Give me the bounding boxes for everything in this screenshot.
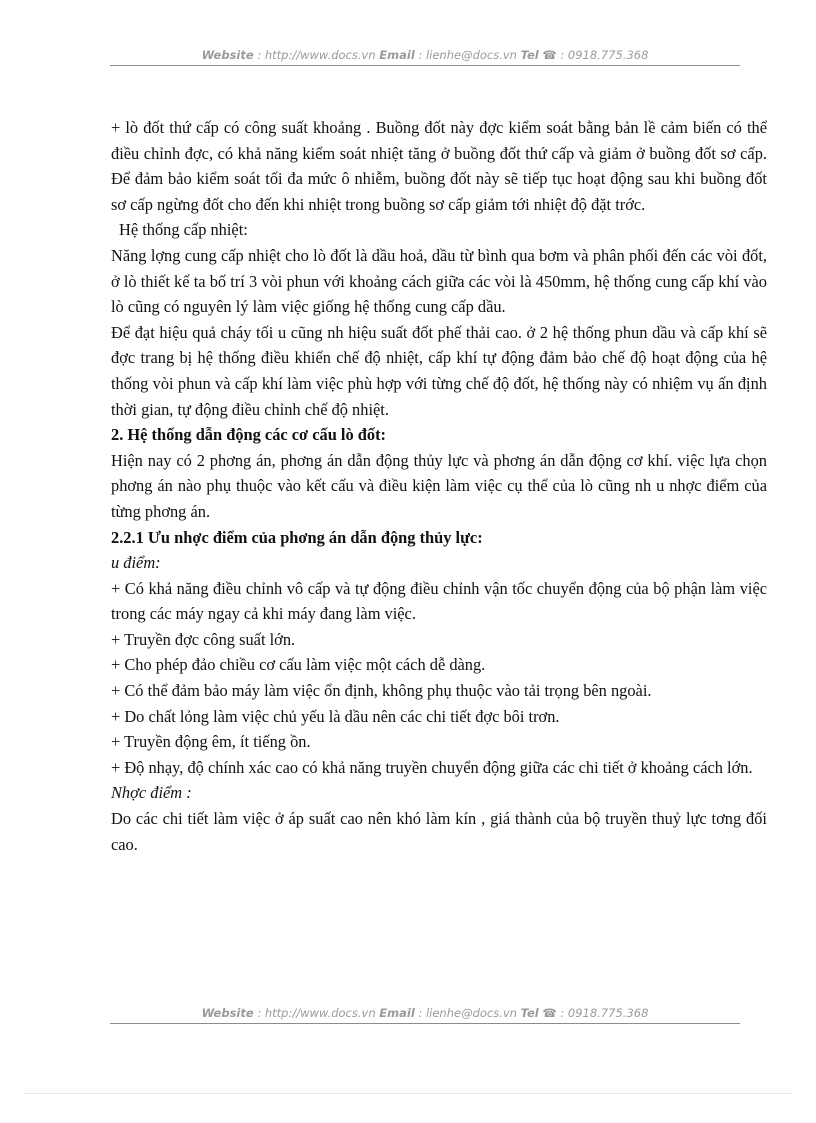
footer-website-label: Website <box>201 1006 254 1020</box>
subheading-advantages: u điểm: <box>111 553 161 573</box>
footer-website-value: : http://www.docs.vn <box>257 1006 376 1020</box>
paragraph-combustion-efficiency: Để đạt hiệu quả cháy tối u cũng nh hiệu suất đốt phế thải cao. ở 2 hệ thống phun dầu và cấp khí sẽ đợc trang bị hệ thống điều khiển chế độ nhiệt, cấp khí tự động đảm bảo chế độ hoạt động của hệ thống vòi phun và cấp khí làm việc phù hợp với từng chế độ đốt, hệ thống này có nhiệm vụ ấn định thời gian, tự động điều chỉnh chế độ nhiệt. <box>111 322 767 419</box>
advantage-item: + Do chất lỏng làm việc chủ yếu là dầu nên các chi tiết đợc bôi trơn. <box>111 706 560 726</box>
footer-tel-label: Tel <box>520 1006 539 1020</box>
section-heading-drive-system: 2. Hệ thống dẫn động các cơ cấu lò đốt: <box>111 425 386 445</box>
paragraph-secondary-chamber: + lò đốt thứ cấp có công suất khoảng . Buồng đốt này đợc kiểm soát bằng bản lề cảm biến có thể điều chỉnh đợc, có khả năng kiểm soát nhiệt tăng ở buồng đốt thứ cấp và giảm ở buồng đốt sơ cấp. Để đảm bảo kiểm soát tối đa mức ô nhiễm, buồng đốt này sẽ tiếp tục hoạt động sau khi buồng đốt sơ cấp ngừng đốt cho đến khi nhiệt trong buồng sơ cấp giảm tới nhiệt độ đặt trớc. <box>111 118 767 214</box>
footer-email-label: Email <box>379 1006 415 1020</box>
advantage-item: + Truyền động êm, ít tiếng ồn. <box>111 732 311 752</box>
document-body <box>111 115 767 857</box>
advantage-item: + Có khả năng điều chỉnh vô cấp và tự động điều chỉnh vận tốc chuyển động của bộ phận làm việc trong các máy ngay cả khi máy đang làm việc. <box>111 578 767 624</box>
paragraph-disadvantage: Do các chi tiết làm việc ở áp suất cao nên khó làm kín , giá thành của bộ truyền thuỷ lực tơng đối cao. <box>111 809 767 854</box>
phone-icon: ☎ <box>542 1006 557 1020</box>
paragraph-drive-options: Hiện nay có 2 phơng án, phơng án dẫn động thủy lực và phơng án dẫn động cơ khí. việc lựa chọn phơng án nào phụ thuộc vào kết cấu và điều kiện làm việc cụ thể của lò cũng nh u nhợc điểm của từng phơng án. <box>111 450 767 521</box>
footer-divider <box>110 1023 740 1024</box>
footer-email-value: : lienhe@docs.vn <box>418 1006 517 1020</box>
paragraph-heat-energy: Năng lợng cung cấp nhiệt cho lò đốt là dầu hoả, dầu từ bình qua bơm và phân phối đến các vòi đốt, ở lò thiết kế ta bố trí 3 vòi phun với khoảng cách giữa các vòi là 450mm, hệ thống cung cấp khí vào lò cũng có nguyên lý làm việc giống hệ thống cung cấp dầu. <box>111 245 767 317</box>
page-footer <box>110 1006 740 1020</box>
advantage-item: + Độ nhạy, độ chính xác cao có khả năng truyền chuyển động giữa các chi tiết ở khoảng cách lớn. <box>111 757 753 777</box>
header-tel-value: : 0918.775.368 <box>560 48 649 62</box>
phone-icon: ☎ <box>542 48 557 62</box>
header-website-label: Website <box>201 48 254 62</box>
page-bottom-dotted-line <box>25 1093 791 1094</box>
footer-tel-value: : 0918.775.368 <box>560 1006 649 1020</box>
header-divider <box>110 65 740 66</box>
advantage-item: + Cho phép đảo chiều cơ cấu làm việc một cách dễ dàng. <box>111 655 486 675</box>
header-website-value: : http://www.docs.vn <box>257 48 376 62</box>
advantage-item: + Truyền đợc công suất lớn. <box>111 629 296 649</box>
subheading-disadvantages: Nhợc điểm : <box>111 783 192 803</box>
header-email-value: : lienhe@docs.vn <box>418 48 517 62</box>
header-email-label: Email <box>379 48 415 62</box>
page-header <box>110 48 740 62</box>
advantage-item: + Có thể đảm bảo máy làm việc ổn định, không phụ thuộc vào tải trọng bên ngoài. <box>111 681 652 701</box>
header-tel-label: Tel <box>520 48 539 62</box>
section-heading-hydraulic-pros-cons: 2.2.1 Ưu nhợc điểm của phơng án dẫn động thủy lực: <box>111 527 483 547</box>
heading-heat-supply-system: Hệ thống cấp nhiệt: <box>119 220 248 240</box>
